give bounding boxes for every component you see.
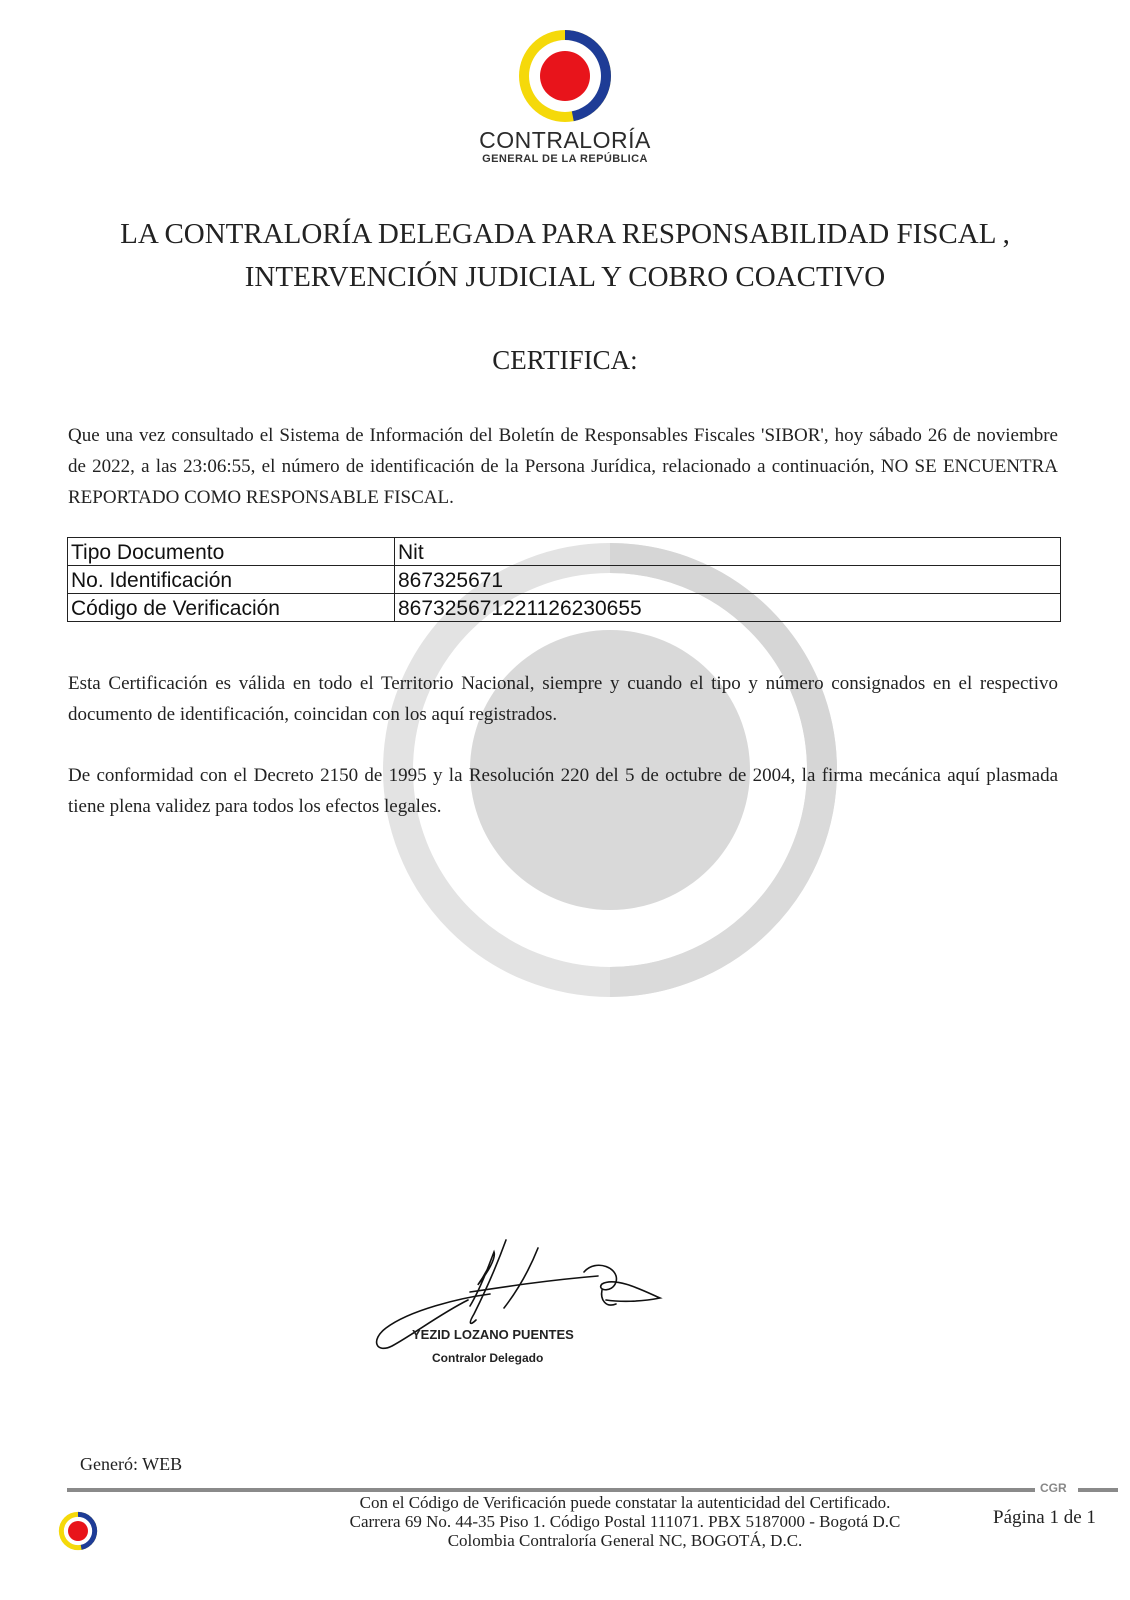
certifica-heading: CERTIFICA: [492,345,638,375]
page-title-line-1: LA CONTRALORÍA DELEGADA PARA RESPONSABILIDAD FISCAL , [120,218,1010,250]
page-title-line-2: INTERVENCIÓN JUDICIAL Y COBRO COACTIVO [244,261,886,293]
table-cell-label: Tipo Documento [68,538,395,566]
table-cell-value: 867325671221126230655 [395,594,1061,622]
table-row [68,566,1061,594]
table-cell-label: No. Identificación [68,566,395,594]
footer-divider [67,1488,1035,1492]
contraloria-emblem-icon [517,28,613,124]
footer-line-entity: Colombia Contraloría General NC, BOGOTÁ, D.C. [447,1531,803,1550]
certification-paragraph: Que una vez consultado el Sistema de Información del Boletín de Responsables Fiscales 'SIBOR', hoy sábado 26 de noviembre de 2022, a las 23:06:55, el número de identificación de la Persona Jurídica, relacionado a continuación, NO SE ENCUENTRA REPORTADO COMO RESPONSABLE FISCAL. [68,425,1058,508]
table-cell-value: 867325671 [395,566,1061,594]
footer-line-address: Carrera 69 No. 44-35 Piso 1. Código Postal 111071. PBX 5187000 - Bogotá D.C [349,1512,901,1531]
footer-emblem-icon [58,1511,98,1551]
footer-cgr-tag: CGR [1040,1481,1067,1495]
legal-paragraph: De conformidad con el Decreto 2150 de 1995 y la Resolución 220 del 5 de octubre de 2004, la firma mecánica aquí plasmada tiene plena validez para todos los efectos legales. [68,765,1058,817]
validity-paragraph: Esta Certificación es válida en todo el Territorio Nacional, siempre y cuando el tipo y número consignados en el respectivo documento de identificación, coincidan con los aquí registrados. [68,673,1058,725]
table-cell-value: Nit [395,538,1061,566]
footer-text [300,1493,950,1550]
identification-table [67,537,1061,622]
page-number: Página 1 de 1 [993,1507,1096,1528]
logo-subtitle: GENERAL DE LA REPÚBLICA [482,153,648,165]
signer-role: Contralor Delegado [432,1351,544,1365]
footer-line-verification: Con el Código de Verificación puede constatar la autenticidad del Certificado. [359,1493,891,1512]
table-row [68,594,1061,622]
table-cell-label: Código de Verificación [68,594,395,622]
logo-name: CONTRALORÍA [479,127,651,153]
signer-name: YEZID LOZANO PUENTES [412,1327,574,1342]
logo [0,28,1130,166]
table-row [68,538,1061,566]
footer-divider-end [1078,1488,1118,1492]
generated-by-label: Generó: WEB [80,1454,183,1474]
